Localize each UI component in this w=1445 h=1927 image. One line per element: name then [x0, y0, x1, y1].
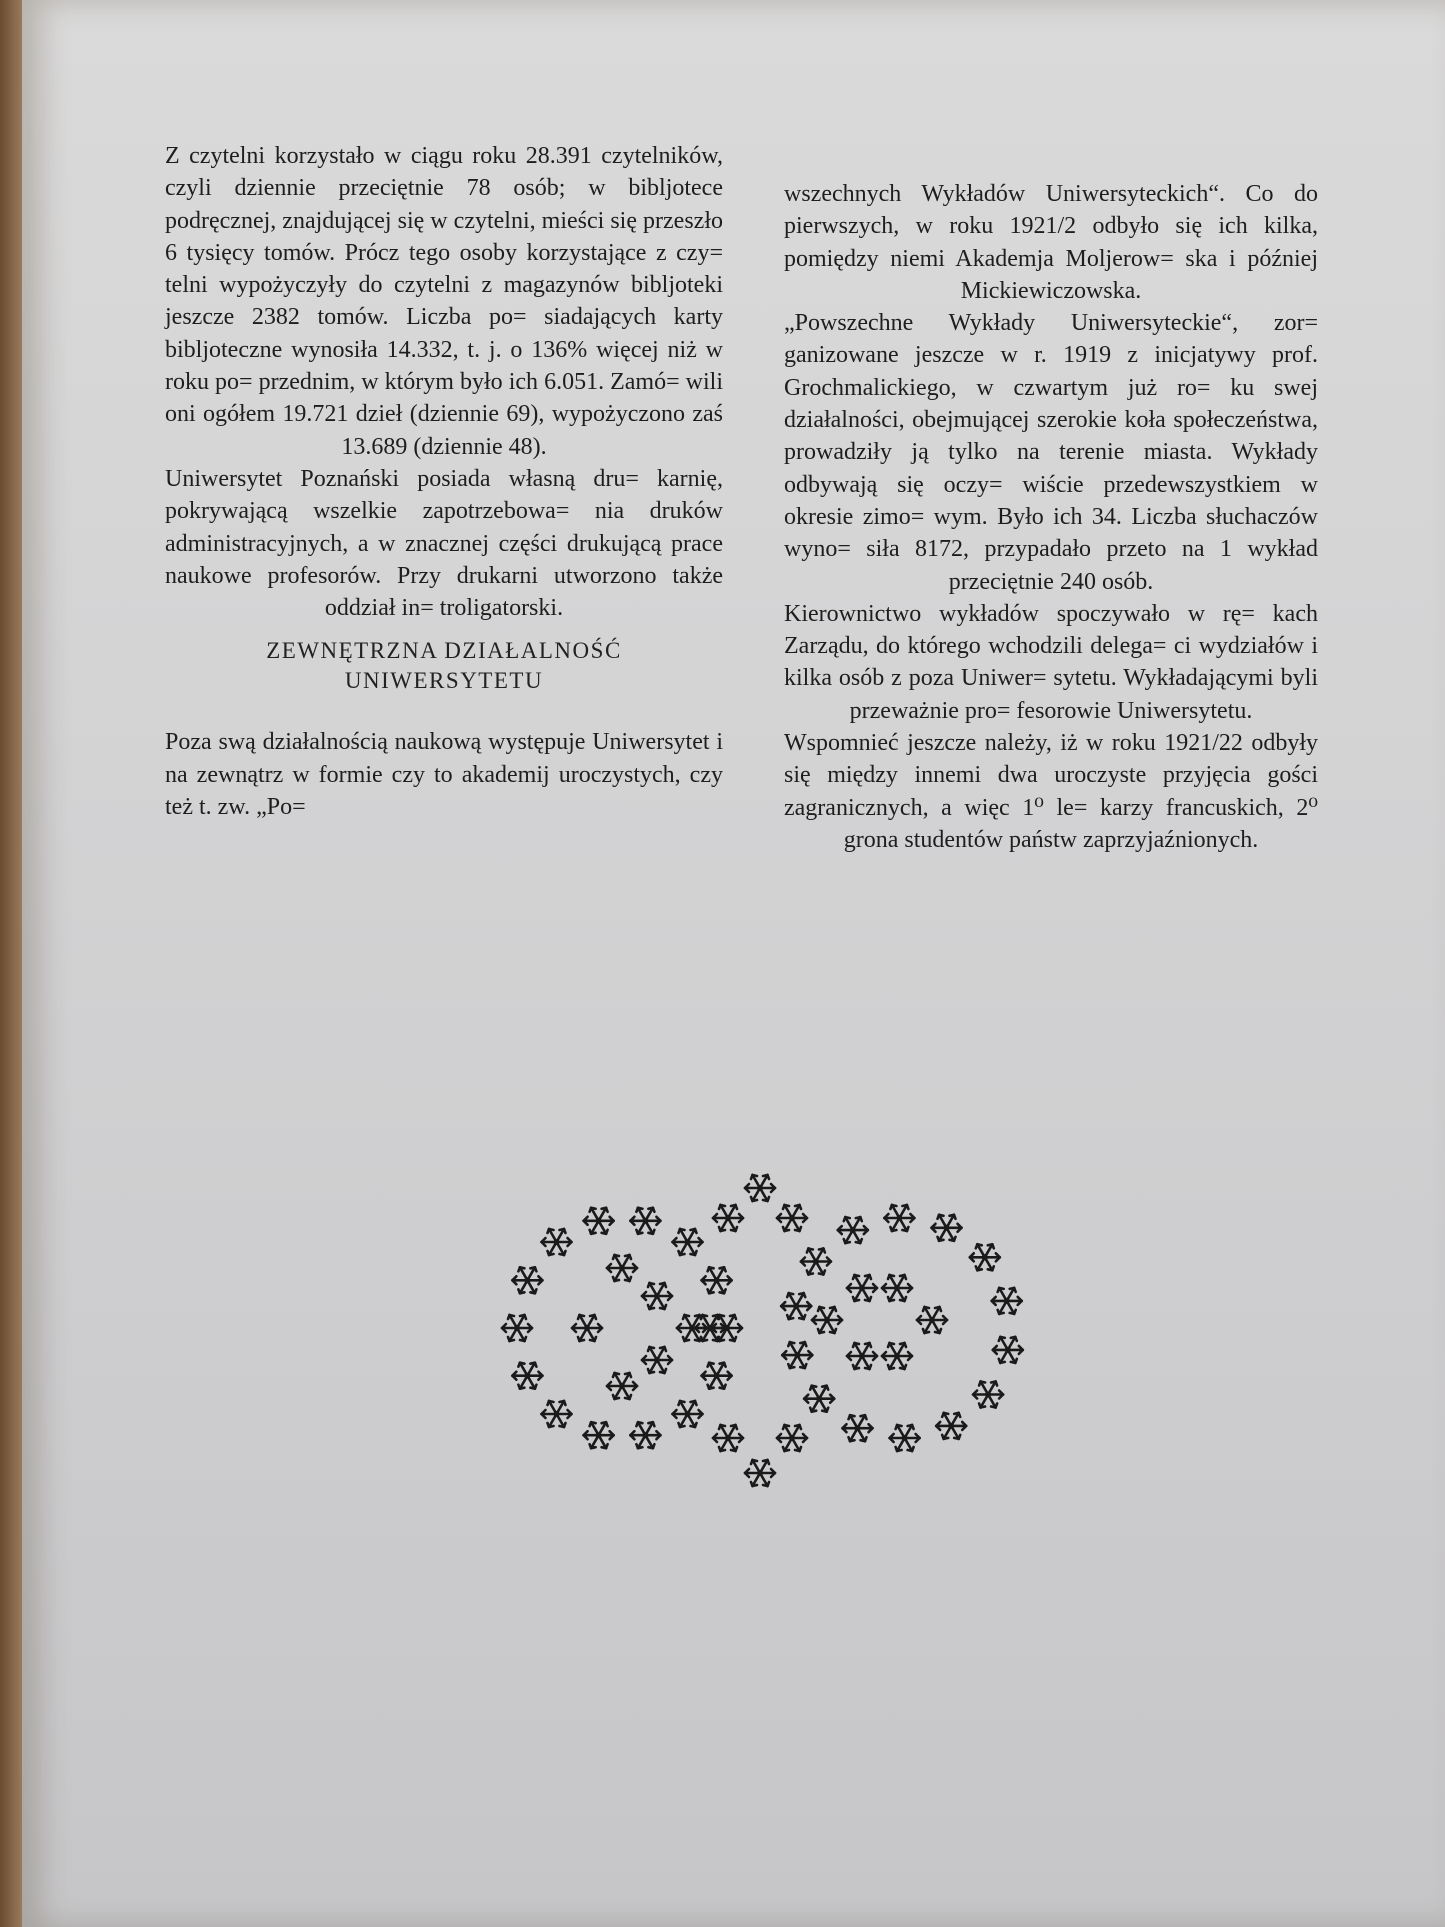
ornament-star-icon: [992, 1288, 1022, 1314]
ornament-star-icon: [572, 1315, 602, 1341]
ornament-star-icon: [970, 1244, 1000, 1270]
lectures-continuation-paragraph: wszechnych Wykładów Uniwersyteckich“. Co do pierwszych, w roku 1921/2 odbyło się ich kilka, pomiędzy niemi Akademja Moljerow= ska i później Mickiewiczowska.: [784, 181, 1318, 304]
ornament-star-icon: [936, 1413, 966, 1439]
ornament-star-icon: [512, 1363, 542, 1389]
ornament-star-icon: [932, 1215, 962, 1241]
ornament-star-icon: [847, 1275, 877, 1301]
book-binding-edge: [0, 0, 22, 1927]
ornament-star-icon: [713, 1425, 743, 1451]
ornament-star-icon: [777, 1205, 807, 1231]
ornament-star-icon: [502, 1315, 532, 1341]
book-page: [22, 0, 1445, 1927]
ornament-star-icon: [847, 1343, 877, 1369]
ornament-star-icon: [673, 1401, 703, 1427]
ornament-star-icon: [882, 1343, 912, 1369]
section-heading-line-2: UNIWERSYTETU: [344, 668, 544, 694]
ornament-star-icon: [702, 1267, 732, 1293]
ornament-star-icon: [713, 1205, 743, 1231]
ornament-star-icon: [782, 1342, 812, 1368]
snowflake-star-ornament-icon: [492, 1168, 1032, 1498]
ornament-star-icon: [843, 1415, 873, 1441]
university-printing-house-paragraph: Uniwersytet Poznański posiada własną dru= karnię, pokrywającą wszelkie zapotrzebowa= nia druków administracyjnych, a w znacznej części drukującą prace naukowe profesorów. Przy drukarni utworzono także oddział in= troligatorski.: [165, 465, 723, 622]
ornament-star-icon: [890, 1425, 920, 1451]
ornament-star-icon: [777, 1425, 807, 1451]
ornament-star-icon: [512, 1267, 542, 1293]
ornament-star-icon: [781, 1293, 811, 1319]
right-text-column: [784, 178, 1318, 856]
ornament-star-icon: [584, 1422, 614, 1448]
ornament-star-icon: [542, 1401, 572, 1427]
ornament-star-icon: [642, 1283, 672, 1309]
public-lectures-paragraph: „Powszechne Wykłady Uniwersyteckie“, zor= ganizowane jeszcze w r. 1919 z inicjatywy prof. Grochmalickiego, w czwartym już ro= ku swej działalności, obejmującej szerokie koła społeczeństwa, prowadziły ją tylko na terenie miasta. Wykłady odbywają się oczy= wiście przedewszystkiem w okresie zimo= wym. Było ich 34. Liczba słuchaczów wyno= siła 8172, przypadało przeto na 1 wykład przeciętnie 240 osób.: [784, 310, 1318, 595]
ornament-star-icon: [630, 1208, 660, 1234]
section-heading-line-1: ZEWNĘTRZNA DZIAŁALNOŚĆ: [266, 638, 622, 664]
ornament-star-icon: [993, 1337, 1023, 1363]
ornament-star-icon: [917, 1307, 947, 1333]
foreign-guests-paragraph: Wspomnieć jeszcze należy, iż w roku 1921/22 odbyły się między innemi dwa uroczyste przyjęcia gości zagranicznych, a więc 1⁰ le= karzy francuskich, 2⁰ grona studentów państw zaprzyjaźnionych.: [784, 730, 1318, 853]
ornament-star-icon: [838, 1217, 868, 1243]
ornament-star-icon: [642, 1347, 672, 1373]
ornament-star-icon: [745, 1175, 775, 1201]
ornament-star-icon: [801, 1249, 831, 1275]
ornament-star-icon: [812, 1307, 842, 1333]
lecture-management-paragraph: Kierownictwo wykładów spoczywało w rę= kach Zarządu, do którego wchodzili delega= ci wydziałów i kilka osób z poza Uniwer= sytetu. Wykładającymi byli przeważnie pro= fesorowie Uniwersytetu.: [784, 600, 1318, 724]
ornament-star-icon: [973, 1382, 1003, 1408]
ornament-star-icon: [607, 1255, 637, 1281]
ornament-star-icon: [884, 1205, 914, 1231]
ornament-star-icon: [584, 1208, 614, 1234]
library-reading-room-paragraph: Z czytelni korzystało w ciągu roku 28.391 czytelników, czyli dziennie przeciętnie 78 osób; w bibljotece podręcznej, znajdującej się w czytelni, mieści się przeszło 6 tysięcy tomów. Prócz tego osoby korzystające z czy= telni wypożyczyły do czytelni z magazynów bibljoteki jeszcze 2382 tomów. Liczba po= siadających karty bibljoteczne wynosiła 14.332, t. j. o 136% więcej niż w roku po= przednim, w którym było ich 6.051. Zamó= wili oni ogółem 19.721 dzieł (dziennie 69), wypożyczono zaś 13.689 (dziennie 48).: [165, 143, 723, 460]
ornament-star-icon: [607, 1373, 637, 1399]
ornament-star-icon: [882, 1275, 912, 1301]
ornament-star-icon: [630, 1422, 660, 1448]
ornament-star-icon: [673, 1229, 703, 1255]
ornament-star-icon: [745, 1460, 775, 1486]
ornament-star-icon: [702, 1363, 732, 1389]
external-activity-paragraph: Poza swą działalnością naukową występuje Uniwersytet i na zewnątrz w formie czy to akademij uroczystych, czy też t. zw. „Po=: [165, 729, 723, 821]
ornament-star-icon: [804, 1386, 834, 1412]
section-heading: [165, 636, 723, 696]
ornament-star-icon: [542, 1229, 572, 1255]
left-text-column: [165, 140, 723, 823]
